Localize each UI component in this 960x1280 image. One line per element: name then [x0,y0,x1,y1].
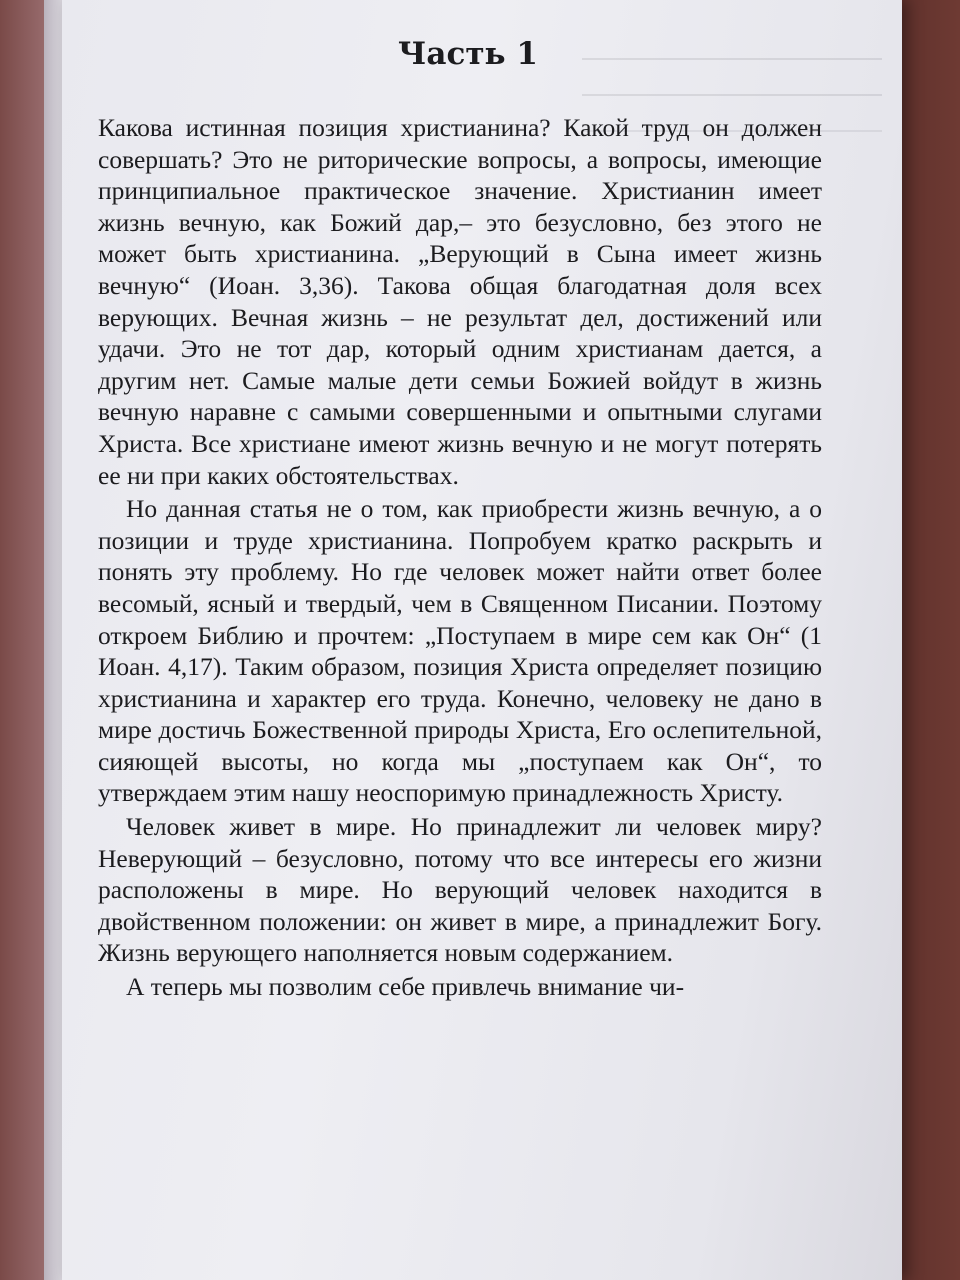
book-page [62,0,902,1280]
chapter-title: Часть 1 [398,36,538,72]
page-content [98,36,822,1003]
paragraph-1: Какова истинная позиция христианина? Какой труд он должен совершать? Это не риторические вопросы, а вопросы, имеющие принципиальное практическое значение. Христианин имеет жизнь вечную, как Божий дар,– это безусловно, без этого не может быть христианина. „Верующий в Сына имеет жизнь вечную“ (Иоан. 3,36). Такова общая благодатная доля всех верующих. Вечная жизнь – не результат дел, достижений или удачи. Это не тот дар, который одним христианам дается, а другим нет. Самые малые дети семьи Божией войдут в жизнь вечную наравне с самыми совершенными и опытными слугами Христа. Все христиане имеют жизнь вечную и не могут потерять ее ни при каких обстоятельствах. [98,113,822,490]
paragraph-3: Человек живет в мире. Но принадлежит ли человек миру? Неверующий – безусловно, потому что все интересы его жизни расположены в мире. Но верующий человек находится в двойственном положении: он живет в мире, а принадлежит Богу. Жизнь верующего наполняется новым содержанием. [98,812,822,968]
paragraph-4: А теперь мы позволим себе привлечь внимание чи- [126,972,685,1002]
paragraph-2: Но данная статья не о том, как приобрести жизнь вечную, а о позиции и труде христианина. Попробуем кратко раскрыть и понять эту проблему. Но где человек может найти ответ более весомый, ясный и твердый, чем в Священном Писании. Поэтому откроем Библию и прочтем: „Поступаем в мире сем как Он“ (1 Иоан. 4,17). Таким образом, позиция Христа определяет позицию христианина и характер его труда. Конечно, человеку не дано в мире достичь Божественной природы Христа, Его ослепительной, сияющей высоты, но когда мы „поступаем как Он“, то утверждаем этим нашу неоспоримую принадлежность Христу. [98,494,822,808]
